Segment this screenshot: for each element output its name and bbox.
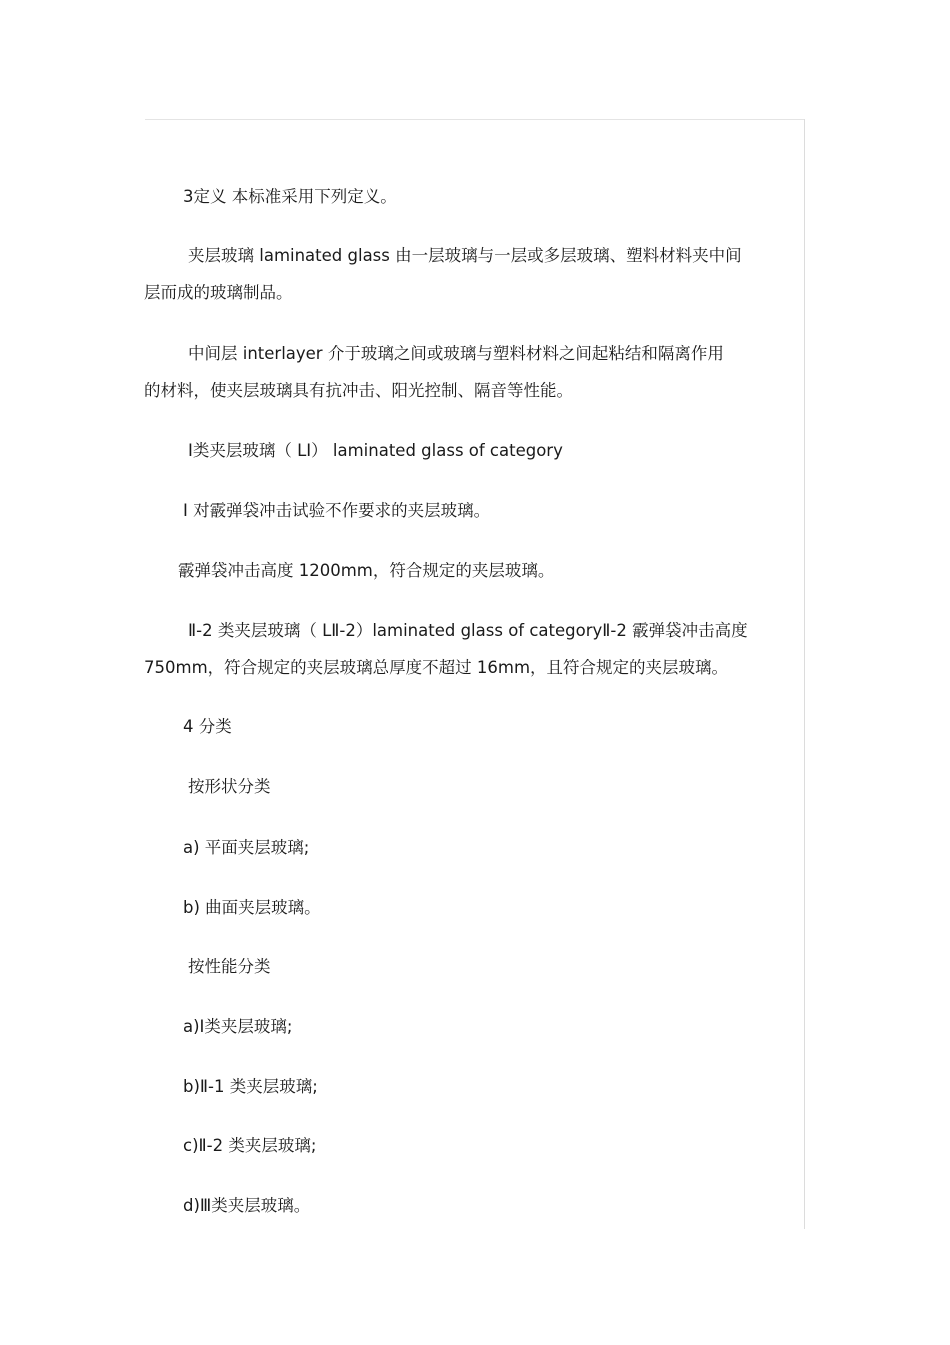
section-heading-classification: 4 分类 <box>183 717 232 736</box>
list-item-category-2-1: b)Ⅱ-1 类夹层玻璃; <box>183 1077 318 1096</box>
list-item-category-1: a)Ⅰ类夹层玻璃; <box>183 1017 293 1036</box>
subheading-by-shape: 按形状分类 <box>188 777 271 796</box>
page-frame-right-border <box>804 119 805 1229</box>
list-item-curved-glass: b) 曲面夹层玻璃。 <box>183 898 321 917</box>
subheading-by-performance: 按性能分类 <box>188 957 271 976</box>
definition-category-1-line2: Ⅰ 对霰弹袋冲击试验不作要求的夹层玻璃。 <box>183 501 491 520</box>
list-item-flat-glass: a) 平面夹层玻璃; <box>183 838 310 857</box>
definition-laminated-glass-line1: 夹层玻璃 laminated glass 由一层玻璃与一层或多层玻璃、塑料材料夹中间 <box>188 246 742 265</box>
page-frame-top-border <box>145 119 805 120</box>
section-heading-definitions: 3定义 本标准采用下列定义。 <box>183 187 397 206</box>
definition-interlayer-line2: 的材料，使夹层玻璃具有抗冲击、阳光控制、隔音等性能。 <box>144 381 573 400</box>
definition-category-2-2-line1: Ⅱ-2 类夹层玻璃（ LⅡ-2）laminated glass of categoryⅡ-2 霰弹袋冲击高度 <box>188 621 748 640</box>
definition-category-2-2-line2: 750mm，符合规定的夹层玻璃总厚度不超过 16mm，且符合规定的夹层玻璃。 <box>144 658 729 677</box>
definition-impact-height-1200: 霰弹袋冲击高度 1200mm，符合规定的夹层玻璃。 <box>178 561 555 580</box>
definition-category-1-line1: Ⅰ类夹层玻璃（ LⅠ） laminated glass of category <box>188 441 563 460</box>
definition-laminated-glass-line2: 层而成的玻璃制品。 <box>144 283 293 302</box>
list-item-category-3: d)Ⅲ类夹层玻璃。 <box>183 1196 311 1215</box>
list-item-category-2-2: c)Ⅱ-2 类夹层玻璃; <box>183 1136 317 1155</box>
definition-interlayer-line1: 中间层 interlayer 介于玻璃之间或玻璃与塑料材料之间起粘结和隔离作用 <box>188 344 724 363</box>
